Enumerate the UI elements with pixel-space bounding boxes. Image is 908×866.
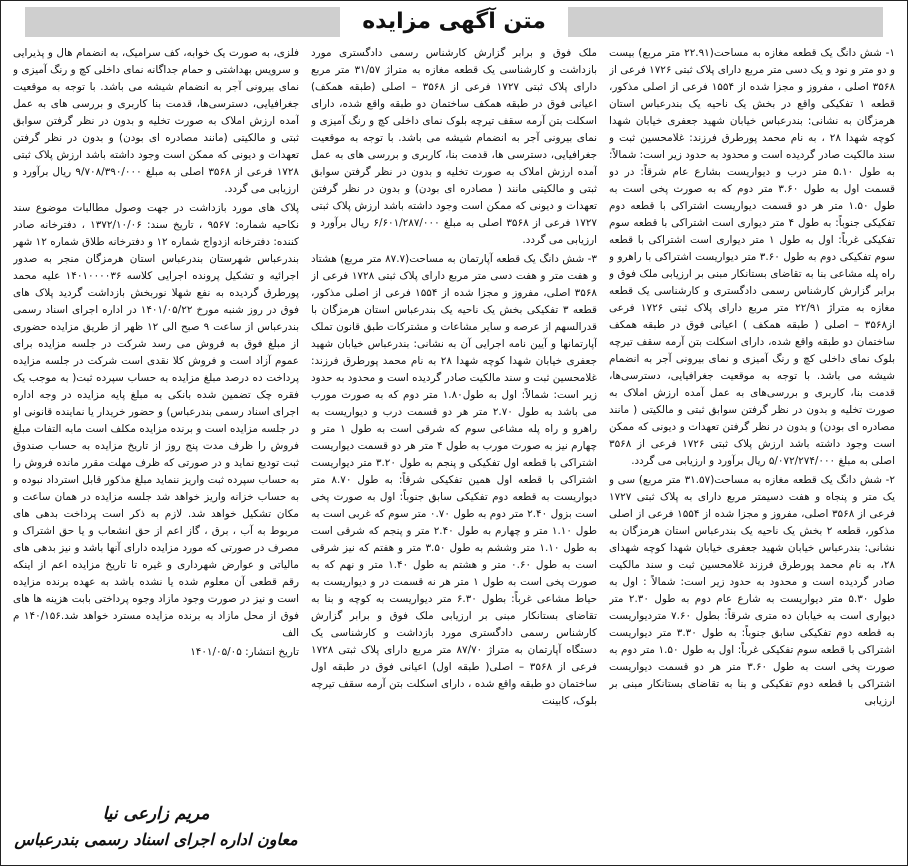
paragraph-item-3: ۳- شش دانگ یک قطعه آپارتمان به مساحت(۸۷.۷ متر مربع) هشتاد و هفت متر و هفت دسی متر مربع دارای پلاک ثبتی ۱۷۲۸ فرعی از ۳۵۶۸ اصلی، مفروز و مجزا شده از ۱۵۵۴ فرعی از اصلی مذکور، قطعه ۳ تفکیکی بخش یک ناحیه یک بندرعباس استان هرمزگان با قدرالسهم از عرصه و سایر مشاعات و مشترکات طبق قانون تملک آپارتمانها و آیین نامه اجرایی آن به نشانی: بندرعباس خیابان شهید جعفری خیابان شهدا کوچه شهدا ۲۸ به نام محمد پورطرق فرزند: غلامحسین ثبت و سند مالکیت صادر گردیده است و محدود به حدود زیر است: شمالاً: اول به طول۱.۸۰ متر دوم که به صورت مورب می باشد به طول ۲.۷۰ متر هر دو قسمت درب و دیواریست به راهرو و راه پله مشاعی سوم که شرقی است به طول ۱ متر و چهارم نیز به صورت مورب به طول ۴ متر هر دو قسمت دیواریست اشتراکی با قطعه اول تفکیکی و پنجم به طول ۳.۲۰ متر دیواریست اشتراکی با قطعه اول همین تفکیکی شرقاً: به طول ۸.۷۰ متر دیواریست به قطعه دوم تفکیکی سابق جنوباً: اول به صورت پخی است بزول ۲.۴۰ متر دوم به طول ۰.۷۰ متر سوم که غربی است به طول ۱.۱۰ متر و چهارم به طول ۲.۴۰ متر و پنجم که شرقی است به طول ۱.۱۰ متر وششم به طول ۳.۵۰ متر و هفتم که نیز شرقی است به طول ۰.۶۰ متر و هشتم به طول ۱.۴۰ متر و نهم که به صورت پخی است به طول ۱ متر هر نه قسمت در و دیواریست به حیاط مشاعی غرباً: بطول ۶.۳۰ متر دیواریست به کوچه و بنا به تقاضای بستانکار مبنی بر ارزیابی ملک فوق و برابر گزارش کارشناس رسمی دادگستری مورد بازداشت و کارشناسی یک دستگاه آپارتمان به متراژ ۸۷/۷۰ متر مربع دارای پلاک ثبتی ۱۷۲۸ فرعی از ۳۵۶۸ – اصلی( طبقه اول) اعیانی فوق در طبقه اول ساختمان دو طبقه واقع شده ، دارای اسکلت بتن آرمه سقف تیرچه بلوک، کابینت: [311, 253, 597, 707]
signature-block: [13, 801, 299, 853]
column-2: [311, 45, 597, 857]
title-bar: [25, 7, 883, 37]
paragraph-item-3-continued: فلزی، به صورت یک خوابه، کف سرامیک، به انضمام هال و پذیرایی و سرویس بهداشتی و حمام جداگانه نمای داخلی کچ و رنگ آمیزی و نمای بیرونی آجر به انضمام شیشه می باشد. با توجه به موقعیت جغرافیایی، دسترسی‌ها، قدمت بنا کاربری و بررسی های به عمل آمده ارزش املاک به صورت تخلیه و بدون در نظر گرفتن سوابق ثبتی و مالکیتی (مانند مصادره ای بودن) و بدون در نظر گرفتن تعهدات و دیونی که ممکن است وجود داشته باشد ارزش پلاک ثبتی ۱۷۲۸ فرعی از ۳۵۶۸ اصلی به مبلغ ۹/۷۰۸/۳۹۰/۰۰۰ ریال برآورد و ارزیابی می گردد.: [13, 47, 299, 195]
paragraph-item-2-continued: ملک فوق و برابر گزارش کارشناس رسمی دادگستری مورد بازداشت و کارشناسی یک قطعه مغازه به متراژ ۳۱/۵۷ متر مربع دارای پلاک ثبتی ۱۷۲۷ فرعی از ۳۵۶۸ – اصلی (طبقه همکف) اعیانی فوق در طبقه همکف ساختمان دو طبقه واقع شده، دارای اسکلت بتن آرمه سقف تیرچه بلوک نمای داخلی کچ و رنگ آمیزی و نمای بیرونی آجر به انضمام شیشه می باشد. با توجه به موقعیت جغرافیایی، دسترسی ها، قدمت بنا، کاربری و بررسی های به عمل آمده ارزش املاک به صورت تخلیه و بدون در نظر گرفتن سوابق ثبتی و مالکیتی مانند ( مصادره ای بودن) و بدون در نظر گرفتن تعهدات و دیونی که ممکن است وجود داشته باشد ارزش پلاک ثبتی ۱۷۲۷ فرعی از ۳۵۶۸ اصلی به مبلغ ۶/۶۰۱/۲۸۷/۰۰۰ ریال برآورد و ارزیابی می گردد.: [311, 47, 597, 246]
signatory-name: مریم زارعی نیا: [102, 804, 210, 824]
column-3-body: [13, 45, 299, 805]
paragraph-auction-terms: پلاک های مورد بازداشت در جهت وصول مطالبات موضوع سند نکاحیه شماره: ۹۵۶۷ ، تاریخ سند: ۱۳۷۲/۱۰/۰۶ ، دفترخانه صادر کننده: دفترخانه ازدواج شماره ۱۲ و دفترخانه طلاق شماره ۱۲ شهر بندرعباس شهرستان بندرعباس استان هرمزگان منجر به صدور اجرائیه و تشکیل پرونده اجرایی کلاسه ۱۴۰۱۰۰۰۰۳۶ علیه محمد پورطرق گردیده به نفع شهلا نوربخش بازداشت گردید پلاک های فوق در روز شنبه مورخ ۱۴۰۱/۰۵/۲۲ در اداره اجرای اسناد رسمی بندرعباس از ساعت ۹ صبح الی ۱۲ ظهر از طریق مزایده حضوری از مبلغ فوق به فروش می رسد شرکت در جلسه مزایده برای عموم آزاد است و فروش کلا نقدی است شرکت در جلسه مزایده پرداخت ده درصد مبلغ مزایده به حساب سپرده ثبت( به موجب یک فقره چک تضمین شده بانکی به مبلغ پایه مزایده در وجه اداره اجرای اسناد رسمی بندرعباس) و حضور خریدار یا نماینده قانونی او در جلسه مزایده است و برنده مزایده مکلف است مابه التفات مبلغ فروش را ظرف مدت پنج روز از تاریخ مزایده به حساب صندوق ثبت تودیع نماید و در صورتی که ظرف مهلت مقرر مانده فروش را به حساب سپرده ثبت واریز ننماید مبلغ مذکور قابل استرداد نبوده و به حساب خزانه واریز خواهد شد جلسه مزایده در همان ساعت و مکان تشکیل خواهد شد. لازم به ذکر است پرداخت بدهی های مربوط به آب ، برق ، گاز اعم از حق انشعاب و یا حق اشتراک و مصرف در صورتی که مورد مزایده دارای آنها باشد و نیز بدهی های مالیاتی و عوارض شهرداری و غیره تا تاریخ مزایده اعم از اینکه رقم قطعی آن معلوم شده یا نشده باشد به عهده برنده مزایده است و نیز در صورت وجود مازاد وجوه پرداختی بابت هزینه ها های فوق از محل مازاد به برنده مزایده مسترد خواهد شد.۱۴۰/۱۵۶ م الف: [13, 202, 299, 639]
text-columns: [13, 45, 895, 857]
paragraph-item-1: ۱- شش دانگ یک قطعه مغازه به مساحت(۲۲.۹۱ متر مربع) بیست و دو متر و نود و یک دسی متر مربع دارای پلاک ثبتی ۱۷۲۶ فرعی از ۳۵۶۸ اصلی ، مفروز و مجزا شده از ۱۵۵۴ فرعی از اصلی مذکور، قطعه ۱ تفکیکی واقع در بخش یک ناحیه یک بندرعباس استان هرمزگان به نشانی: بندرعباس خیابان شهید جعفری خیابان شهدا کوچه شهدا ۲۸ ، به نام محمد پورطرق فرزند: غلامحسین ثبت و سند مالکیت صادر گردیده است و محدود به حدود زیر است: شمالاً: به طول ۵.۱۰ متر درب و دیواریست بشارع عام شرقاً: در دو قسمت اول به طول ۳.۶۰ متر دوم که به صورت پخی است به طول ۱.۵۰ متر هر دو قسمت دیواریست اشتراکی با قطعه دوم تفکیکی جنوباً: به طول ۴ متر دیواری است اشتراکی با قطعه سوم تفکیکی غرباً: اول به طول ۱ متر دیواری است اشتراکی با قطعه سوم تفکیکی دوم به طول ۳.۶۰ متر دیواریست اشتراکی با راهرو و راه پله مشاعی بنا به تقاضای بستانکار مبنی بر ارزیابی ملک فوق و برابر گزارش کارشناس رسمی دادگستری و کارشناسی یک قطعه مغازه به متراژ ۲۲/۹۱ متر مربع دارای پلاک ثبتی ۱۷۲۶ فرعی از۳۵۶۸ – اصلی ( طبقه همکف ) اعیانی فوق در طبقه همکف ساختمان دو طبقه واقع شده، دارای اسکلت بتن آرمه سقف تیرچه بلوک نمای داخلی کچ و رنگ آمیزی و نمای بیرونی آجر به انضمام شیشه می باشد. با توجه به موقعیت جغرافیایی، دسترسی‌ها، قدمت بنا، کاربری و بررسی‌های به عمل آمده ارزش املاک به صورت تخلیه و بدون در نظر گرفتن سوابق ثبتی و مالکیتی ( مانند مصادره ای بودن) و بدون در نظر گرفتن تعهدات و دیونی که ممکن است وجود داشته باشد ارزش پلاک ثبتی ۱۷۲۶ فرعی از ۳۵۶۸ اصلی به مبلغ ۵/۰۷۲/۲۷۴/۰۰۰ ریال برآورد و ارزیابی می گردد.: [609, 47, 895, 467]
publication-date: تاریخ انتشار: ۱۴۰۱/۰۵/۰۵: [190, 646, 299, 658]
page-title: متن آگهی مزایده: [340, 7, 568, 37]
column-1: [609, 45, 895, 857]
column-3: [13, 45, 299, 857]
paragraph-item-2: ۲- شش دانگ یک قطعه مغازه به مساحت(۳۱.۵۷ متر مربع) سی و یک متر و پنجاه و هفت دسیمتر مربع دارای به پلاک ثبتی ۱۷۲۷ فرعی از ۳۵۶۸ اصلی، مفروز و مجزا شده از ۱۵۵۴ فرعی از اصلی مذکور، قطعه ۲ بخش یک ناحیه یک بندرعباس استان هرمزگان به نشانی: بندرعباس خیابان شهید جعفری خیابان شهدا کوچه شهدای ۲۸، به نام محمد پورطرق فرزند غلامحسین ثبت و سند مالکیت صادر گردیده است و محدود به حدود زیر است: شمالاً : اول به طول ۵.۳۰ متر دیواریست به شارع عام دوم به طول ۲.۳۰ متر دیواری است به خیابان ده متری شرقاً: بطول ۷.۶۰ متردیواریست به قطعه دوم تفکیکی سابق جنوباً: به طول ۳.۳۰ متر دیواریست اشتراکی با قطعه سوم تفکیکی غرباً: اول به طول ۱.۵۰ متر دوم به صورت پخی است به طول ۳.۶۰ متر هر دو قسمت دیواریست اشتراکی با قطعه دوم تفکیکی و بنا به تقاضای بستانکار مبنی بر ارزیابی: [609, 474, 895, 707]
signatory-title: معاون اداره اجرای اسناد رسمی بندرعباس: [14, 830, 298, 849]
